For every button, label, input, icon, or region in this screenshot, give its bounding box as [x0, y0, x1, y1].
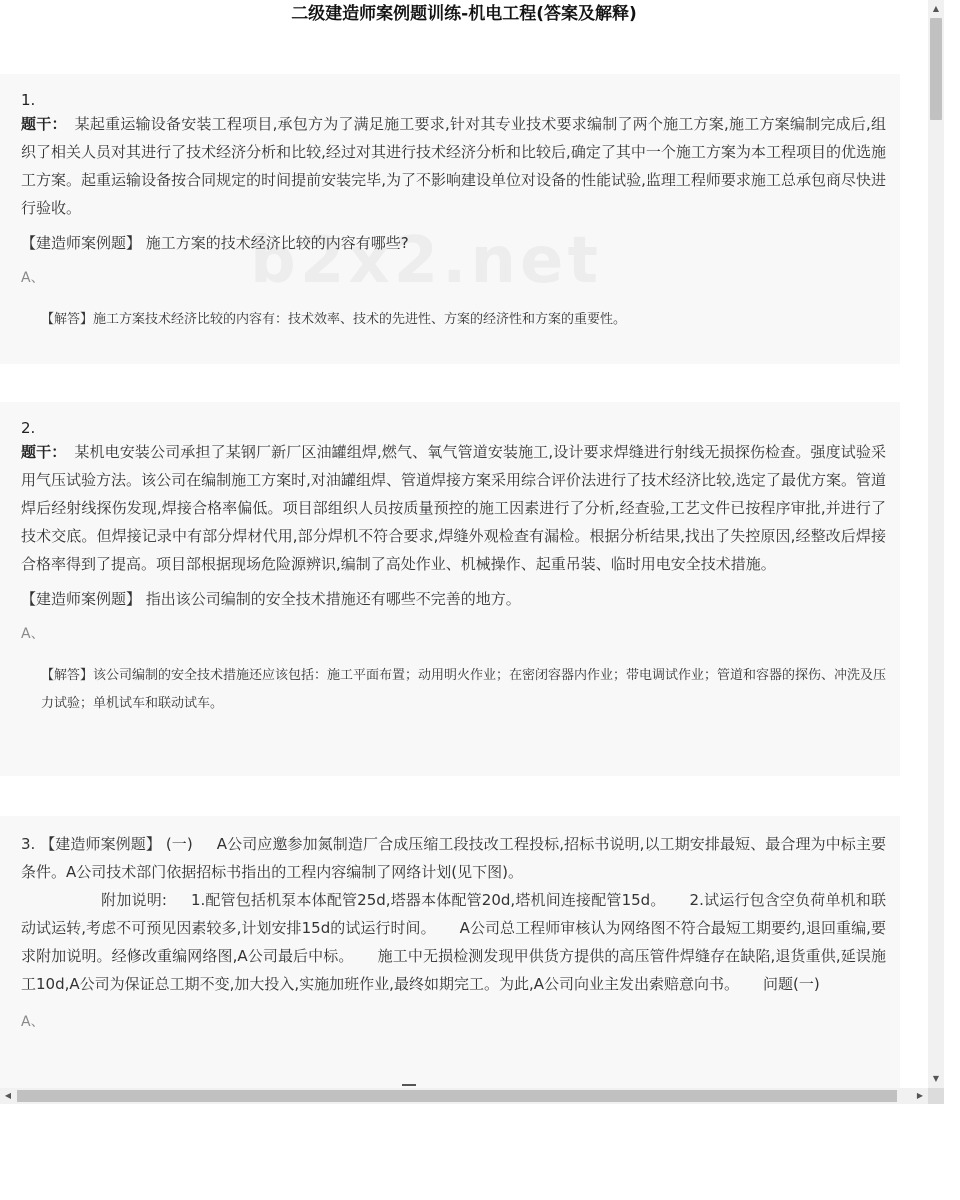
- vertical-scrollbar[interactable]: [928, 0, 944, 1088]
- question-prompt: 【建造师案例题】 指出该公司编制的安全技术措施还有哪些不完善的地方。: [21, 590, 521, 608]
- horizontal-scroll-thumb[interactable]: [17, 1090, 897, 1102]
- scroll-left-icon[interactable]: ◀: [4, 1091, 12, 1100]
- stem-label: 题干：: [21, 115, 67, 133]
- partial-content: [402, 1084, 416, 1086]
- stem-text: 某机电安装公司承担了某钢厂新厂区油罐组焊,燃气、氧气管道安装施工,设计要求焊缝进行射线无损探伤检查。强度试验采用气压试验方法。该公司在编制施工方案时,对油罐组焊、管道焊接方案采用综合评价法进行了技术经济比较,选定了最优方案。管道焊后经射线探伤发现,焊接合格率偏低。项目部组织人员按质量预控的施工因素进行了分析,经查验,工艺文件已按程序审批,并进行了技术交底。但焊接记录中有部分焊材代用,部分焊机不符合要求,焊缝外观检查有漏检。根据分析结果,找出了失控原因,经整改后焊接合格率得到了提高。项目部根据现场危险源辨识,编制了高处作业、机械操作、起重吊装、临时用电安全技术措施。: [21, 443, 886, 573]
- note-label: 附加说明:: [101, 891, 167, 909]
- option-a[interactable]: A、: [21, 1014, 45, 1030]
- stem-text: A公司总工程师审核认为网络图不符合最短工期要约,退回重编,要求附加说明。经修改重编网络图,A公司最后中标。: [21, 919, 886, 965]
- horizontal-scrollbar[interactable]: [0, 1088, 928, 1104]
- question-prompt: 【建造师案例题】 施工方案的技术经济比较的内容有哪些?: [21, 234, 409, 252]
- question-tag: 【建造师案例题】 (一): [40, 835, 193, 853]
- question-card-2: [0, 402, 900, 776]
- scroll-down-icon[interactable]: ▼: [932, 1074, 940, 1083]
- question-number: 2.: [21, 419, 36, 437]
- option-a[interactable]: A、: [21, 626, 45, 642]
- option-a[interactable]: A、: [21, 270, 45, 286]
- scrollbar-corner: [928, 1088, 944, 1104]
- stem-text: A公司应邀参加氮制造厂合成压缩工段技改工程投标,招标书说明,以工期安排最短、最合理为中标主要条件。A公司技术部门依据招标书指出的工程内容编制了网络计划(见下图)。: [21, 835, 886, 881]
- stem-text: 某起重运输设备安装工程项目,承包方为了满足施工要求,针对其专业技术要求编制了两个施工方案,施工方案编制完成后,组织了相关人员对其进行了技术经济分析和比较,经过对其进行技术经济分析和比较后,确定了其中一个施工方案为本工程项目的优选施工方案。起重运输设备按合同规定的时间提前安装完毕,为了不影响建设单位对设备的性能试验,监理工程师要求施工总承包商尽快进行验收。: [21, 115, 886, 217]
- note-item-1: 1.配管包括机泵本体配管25d,塔器本体配管20d,塔机间连接配管15d。: [190, 891, 666, 909]
- page-title: 二级建造师案例题训练-机电工程(答案及解释): [291, 4, 637, 24]
- scroll-right-icon[interactable]: ▶: [916, 1091, 924, 1100]
- question-card-1: [0, 74, 900, 364]
- answer-text: 【解答】该公司编制的安全技术措施还应该包括：施工平面布置；动用明火作业；在密闭容器内作业；带电调试作业；管道和容器的探伤、冲洗及压力试验；单机试车和联动试车。: [41, 668, 887, 711]
- question-stem: [21, 110, 886, 222]
- vertical-scroll-thumb[interactable]: [930, 18, 942, 120]
- question-number: 3.: [21, 835, 36, 853]
- question-card-3: [0, 816, 900, 1088]
- note-item-2: 2.试运行包含空负荷单机和联动试运转,考虑不可预见因素较多,计划安排15d的试运行时间。: [21, 891, 886, 937]
- question-prompt: 问题(一): [762, 975, 820, 993]
- question-number: 1.: [21, 91, 36, 109]
- answer-text: 【解答】施工方案技术经济比较的内容有：技术效率、技术的先进性、方案的经济性和方案的重要性。: [41, 312, 627, 327]
- question-stem: [21, 830, 886, 998]
- stem-label: 题干：: [21, 443, 67, 461]
- scroll-up-icon[interactable]: ▲: [932, 4, 940, 13]
- question-stem: [21, 438, 886, 578]
- stem-text: 施工中无损检测发现甲供货方提供的高压管件焊缝存在缺陷,退货重供,延误施工10d,A公司为保证总工期不变,加大投入,实施加班作业,最终如期完工。为此,A公司向业主发出索赔意向书。: [21, 947, 886, 993]
